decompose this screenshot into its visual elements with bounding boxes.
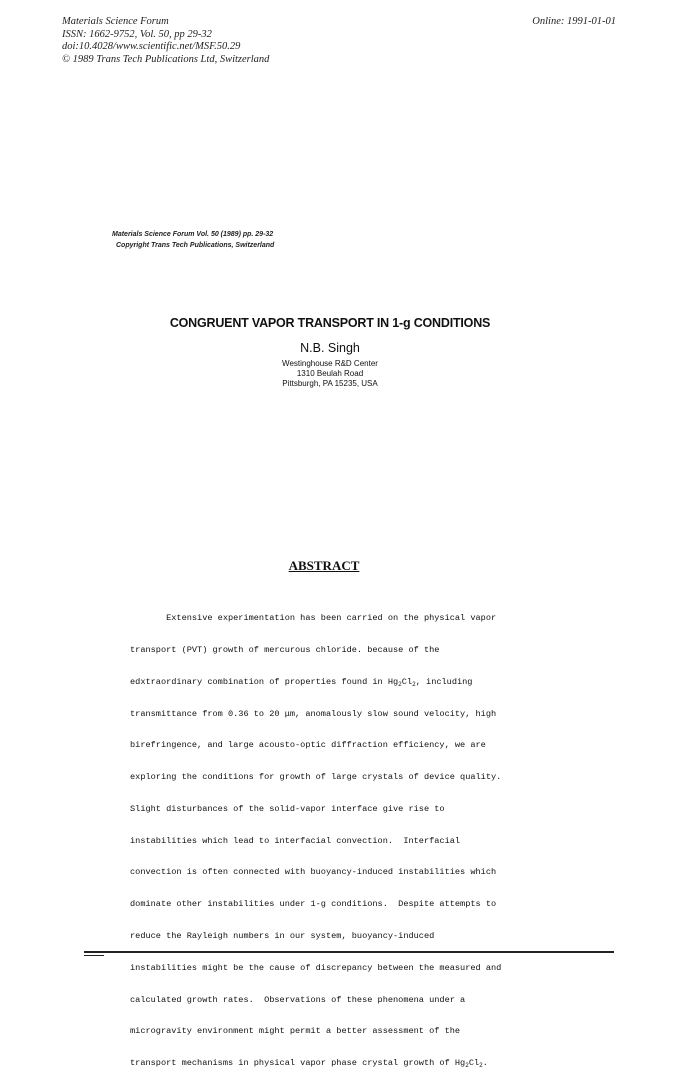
abstract-line: instabilities which lead to interfacial convection. Interfacial [130,835,461,846]
abstract-line: dominate other instabilities under 1-g conditions. Despite attempts to [130,899,497,910]
abstract-line: transport (PVT) growth of mercurous chloride. because of the [130,644,440,655]
abstract-line: calculated growth rates. Observations of these phenomena under a [130,994,466,1005]
paper-author: N.B. Singh [300,341,360,355]
abstract-heading: ABSTRACT [288,558,360,573]
footer-rule [84,951,614,953]
footer-rule-mark [84,955,104,956]
copyright-line: Copyright Trans Tech Publications, Switzerland [116,242,275,249]
online-date: Online: 1991-01-01 [532,16,616,27]
journal-name: Materials Science Forum [62,16,169,27]
abstract-line: transmittance from 0.36 to 20 μm, anomalously slow sound velocity, high [130,708,497,719]
author-affiliation [0,359,660,389]
affiliation-line: Westinghouse R&D Center [282,359,378,368]
abstract-line: exploring the conditions for growth of large crystals of device quality. [130,772,502,783]
journal-copyright: © 1989 Trans Tech Publications Ltd, Switzerland [62,53,270,65]
abstract-line: reduce the Rayleigh numbers in our system, buoyancy-induced [130,931,435,941]
affiliation-line: Pittsburgh, PA 15235, USA [282,379,378,388]
abstract-line: Extensive experimentation has been carried on the physical vapor [130,613,497,624]
abstract-line: transport mechanisms in physical vapor phase crystal growth of $Hg_2Cl_2$. [130,1058,488,1070]
abstract-body [130,592,540,1079]
abstract-line: birefringence, and large acousto-optic diffraction efficiency, we are [130,740,486,751]
abstract-line: microgravity environment might permit a better assessment of the [130,1026,461,1037]
abstract-line: instabilities might be the cause of discrepancy between the measured and [130,962,502,973]
abstract-line: convection is often connected with buoyancy-induced instabilities which [130,867,497,878]
journal-header [62,16,269,66]
citation-line: Materials Science Forum Vol. 50 (1989) pp. 29-32 [112,231,274,238]
abstract-line: Slight disturbances of the solid-vapor interface give rise to [130,803,445,814]
affiliation-line: 1310 Beulah Road [296,369,364,378]
citation-block [112,229,274,251]
journal-doi: doi:10.4028/www.scientific.net/MSF.50.29 [62,41,241,52]
journal-issn: ISSN: 1662-9752, Vol. 50, pp 29-32 [62,28,212,40]
abstract-line: edxtraordinary combination of properties found in $Hg_2Cl_2$, including [130,676,473,688]
paper-title: CONGRUENT VAPOR TRANSPORT IN 1-g CONDITIONS [169,316,491,330]
